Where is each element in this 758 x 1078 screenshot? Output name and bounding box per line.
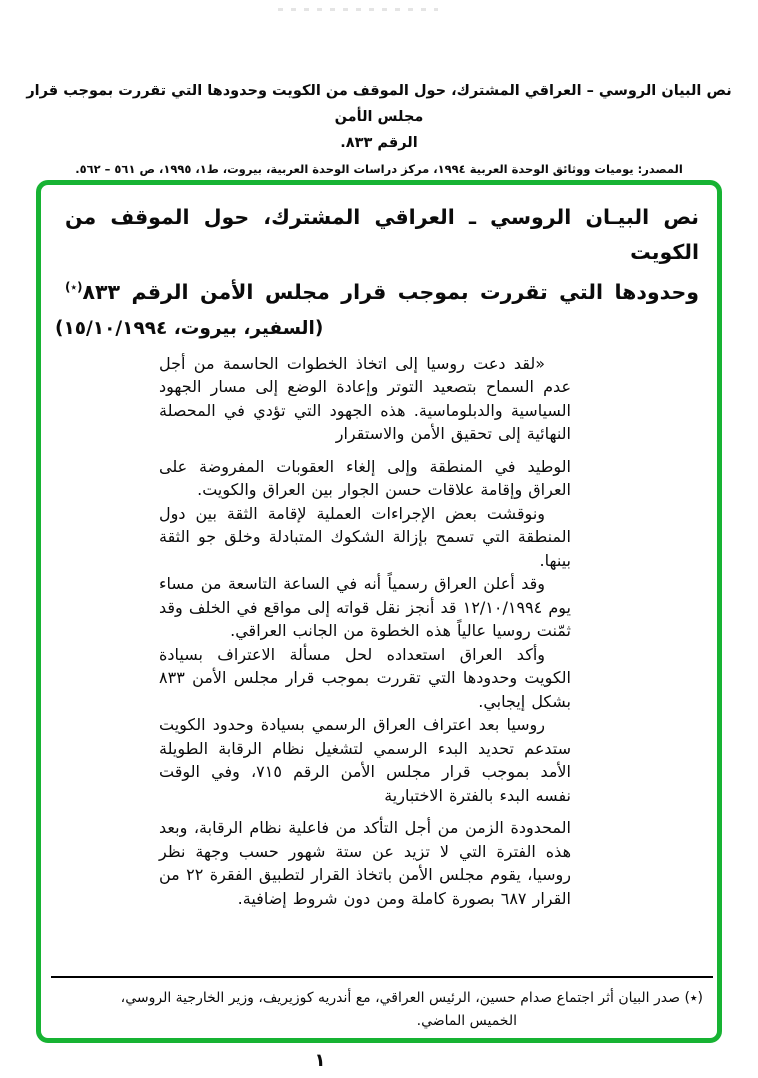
document-green-frame	[36, 180, 722, 1043]
statement-paragraph: المحدودة الزمن من أجل التأكد من فاعلية نظام الرقابة، وبعد هذه الفترة التي لا تزيد عن ستة شهور حسب وجهة نظر روسيا، يقوم مجلس الأمن باتخاذ القرار لتطبيق الفقرة ٢٢ من القرار ٦٨٧ بصورة كاملة ومن دون شروط إضافية.	[159, 818, 571, 908]
statement-title-line2-text: وحدودها التي تقررت بموجب قرار مجلس الأمن الرقم ٨٣٣	[82, 279, 699, 304]
page-header	[26, 78, 732, 179]
footnote-line1: (٭) صدر البيان أثر اجتماع صدام حسين، الرئيس العراقي، مع أندريه كوزيريف، وزير الخارجية الروسي،	[120, 990, 703, 1006]
statement-paragraph: «لقد دعت روسيا إلى اتخاذ الخطوات الحاسمة من أجل عدم السماح بتصعيد التوتر وإعادة الوضع إلى مسار الجهود السياسية والدبلوماسية. هذه الجهود التي تؤدي في المحصلة النهائية إلى تحقيق الأمن والاستقرار	[159, 353, 571, 444]
header-source-line: المصدر: يوميات ووثائق الوحدة العربية ١٩٩٤، مركز دراسات الوحدة العربية، بيروت، ط١، ١٩٩٥، ص ٥٦١ – ٥٦٢.	[75, 162, 683, 176]
statement-title-line2	[65, 270, 699, 310]
statement-title	[65, 200, 699, 310]
statement-body	[159, 352, 571, 911]
footnote-divider	[51, 976, 713, 978]
statement-attribution: (السفير، بيروت، ١٥/١٠/١٩٩٤)	[55, 317, 324, 339]
footnote-marker-superscript: (٭)	[65, 280, 83, 294]
statement-footnote	[55, 987, 709, 1033]
statement-paragraph: روسيا بعد اعتراف العراق الرسمي بسيادة وحدود الكويت ستدعم تحديد البدء الرسمي لتشغيل نظام الرقابة الطويلة الأمد بموجب قرار مجلس الأمن الرقم ٧١٥، وفي الوقت نفسه البدء بالفترة الاختبارية	[159, 715, 571, 805]
statement-paragraph: وقد أعلن العراق رسمياً أنه في الساعة التاسعة من مساء يوم ١٢/١٠/١٩٩٤ قد أنجز نقل قواته إلى مواقع في الخلف وقد ثمّنت روسيا عالياً هذه الخطوة من الجانب العراقي.	[159, 574, 572, 641]
statement-title-line1: نص البيـان الروسي ـ العراقي المشترك، حول الموقف من الكويت	[65, 205, 699, 264]
header-title-line2: الرقم ٨٣٣.	[340, 135, 418, 151]
page-number: ١	[314, 1050, 326, 1071]
scan-noise-artifact	[278, 8, 438, 11]
footnote-line2: الخميس الماضي.	[416, 1013, 517, 1029]
header-title-line1: نص البيان الروسي – العراقي المشترك، حول الموقف من الكويت وحدودها التي تقررت بموجب قرار مجلس الأمن	[26, 83, 732, 125]
statement-paragraph: ونوقشت بعض الإجراءات العملية لإقامة الثقة بين دول المنطقة التي تسمح بإزالة الشكوك المتبادلة وخلق جو الثقة بينها.	[159, 503, 571, 570]
statement-paragraph: الوطيد في المنطقة وإلى إلغاء العقوبات المفروضة على العراق وإقامة علاقات حسن الجوار بين العراق والكويت.	[159, 456, 571, 500]
statement-paragraph: وأكد العراق استعداده لحل مسألة الاعتراف بسيادة الكويت وحدودها التي تقررت بموجب قرار مجلس الأمن ٨٣٣ بشكل إيجابي.	[159, 644, 571, 711]
